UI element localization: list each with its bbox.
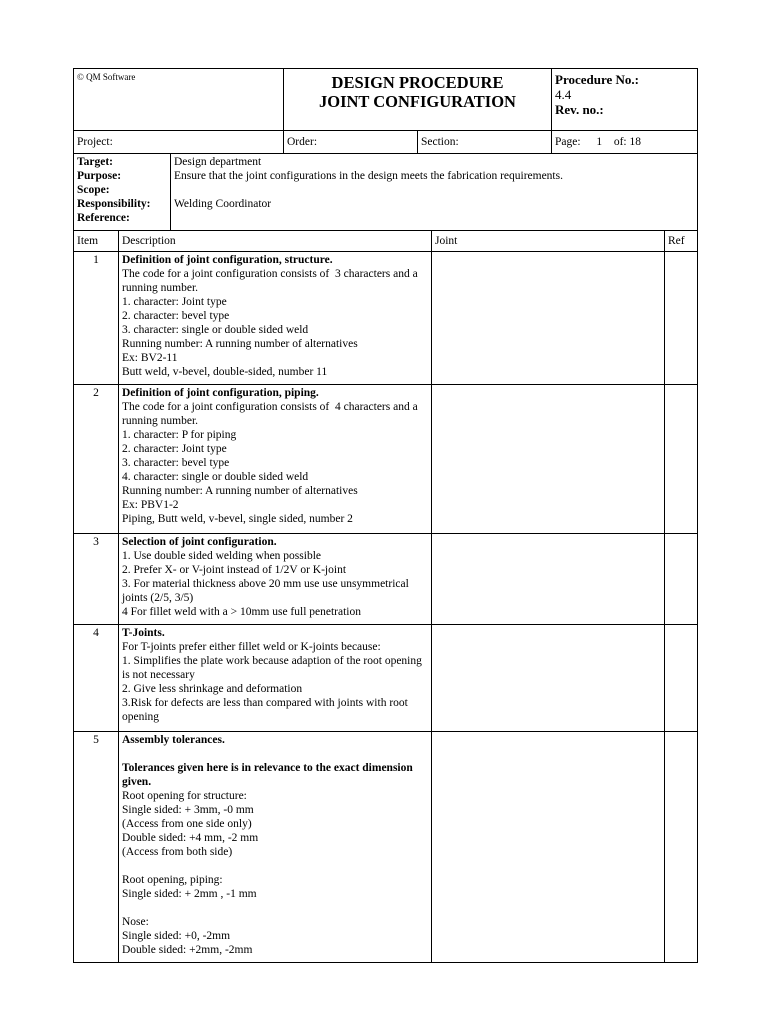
item-description <box>119 625 432 732</box>
page-indicator <box>552 131 698 154</box>
page-total: 18 <box>629 136 641 148</box>
item-line: 1. character: Joint type <box>122 296 227 308</box>
item-line: 4 For fillet weld with a > 10mm use full penetration <box>122 606 361 618</box>
responsibility-label: Responsibility: <box>77 198 151 210</box>
item-line: For T-joints prefer either fillet weld or K-joints because: <box>122 641 381 653</box>
item-joint <box>432 534 665 625</box>
copyright-cell: © QM Software <box>74 69 284 131</box>
item-line: 2. Prefer X- or V-joint instead of 1/2V or K-joint <box>122 564 347 576</box>
of-label: of: <box>613 136 627 148</box>
scope-label: Scope: <box>77 184 110 196</box>
item-joint <box>432 625 665 732</box>
item-line: Ex: PBV1-2 <box>122 499 179 511</box>
order-label: Order: <box>284 131 418 154</box>
scope-value <box>174 183 694 197</box>
col-description: Description <box>119 231 432 252</box>
col-ref: Ref <box>665 231 698 252</box>
item-line: Ex: BV2-11 <box>122 352 178 364</box>
item-ref <box>665 625 698 732</box>
title-line-1: DESIGN PROCEDURE <box>331 73 504 92</box>
item-ref <box>665 534 698 625</box>
item-description <box>119 252 432 385</box>
item-line: Single sided: + 3mm, -0 mm <box>122 804 254 816</box>
item-description <box>119 534 432 625</box>
procedure-sheet <box>73 68 697 963</box>
purpose-value: Ensure that the joint configurations in the design meets the fabrication requirements. <box>174 170 563 182</box>
project-row <box>74 131 698 154</box>
table-row <box>74 385 698 534</box>
item-joint <box>432 385 665 534</box>
item-number: 3 <box>74 534 119 625</box>
item-line: Root opening, piping: <box>122 874 223 886</box>
item-line: 1. Simplifies the plate work because adaption of the root opening is not necessary <box>122 655 425 681</box>
column-header-row <box>74 231 698 252</box>
document-title <box>284 69 552 131</box>
item-subheading: Tolerances given here is in relevance to the exact dimension given. <box>122 762 416 788</box>
item-line: Nose: <box>122 916 149 928</box>
table-row <box>74 732 698 963</box>
item-line: 2. character: bevel type <box>122 310 230 322</box>
item-number: 1 <box>74 252 119 385</box>
target-value: Design department <box>174 156 262 168</box>
purpose-label: Purpose: <box>77 170 122 182</box>
item-line: 1. character: P for piping <box>122 429 237 441</box>
table-row <box>74 534 698 625</box>
info-labels <box>74 154 171 231</box>
item-description <box>119 732 432 963</box>
item-line: Double sided: +2mm, -2mm <box>122 944 253 956</box>
item-line: The code for a joint configuration consists of 4 characters and a running number. <box>122 401 421 427</box>
header-row <box>74 69 698 131</box>
item-line: (Access from one side only) <box>122 818 252 830</box>
project-table <box>73 130 698 154</box>
items-table <box>73 230 698 963</box>
item-joint <box>432 732 665 963</box>
item-heading: Definition of joint configuration, piping. <box>122 387 319 399</box>
procedure-value: 4.4 <box>555 87 572 102</box>
item-line: Piping, Butt weld, v-bevel, single sided, number 2 <box>122 513 353 525</box>
item-line: Running number: A running number of alternatives <box>122 485 358 497</box>
item-heading: Assembly tolerances. <box>122 734 225 746</box>
reference-value <box>174 211 694 225</box>
item-line: Root opening for structure: <box>122 790 247 802</box>
reference-label: Reference: <box>77 212 130 224</box>
header-table <box>73 68 698 131</box>
item-line: Double sided: +4 mm, -2 mm <box>122 832 259 844</box>
table-row <box>74 625 698 732</box>
section-label: Section: <box>418 131 552 154</box>
item-line: 3.Risk for defects are less than compared with joints with root opening <box>122 697 411 723</box>
item-line: 3. character: single or double sided weld <box>122 324 309 336</box>
info-values <box>171 154 698 231</box>
page-number: 1 <box>596 136 603 148</box>
title-line-2: JOINT CONFIGURATION <box>319 92 516 111</box>
table-row <box>74 252 698 385</box>
page-label: Page: <box>555 136 581 148</box>
item-line: Butt weld, v-bevel, double-sided, number 11 <box>122 366 328 378</box>
col-item: Item <box>74 231 119 252</box>
procedure-label: Procedure No.: <box>555 72 639 87</box>
item-line: 3. For material thickness above 20 mm use use unsymmetrical joints (2/5, 3/5) <box>122 578 412 604</box>
item-line: Single sided: +0, -2mm <box>122 930 231 942</box>
item-number: 4 <box>74 625 119 732</box>
item-joint <box>432 252 665 385</box>
responsibility-value: Welding Coordinator <box>174 198 272 210</box>
col-joint: Joint <box>432 231 665 252</box>
item-ref <box>665 385 698 534</box>
item-line: The code for a joint configuration consists of 3 characters and a running number. <box>122 268 421 294</box>
item-heading: Definition of joint configuration, structure. <box>122 254 333 266</box>
revision-label: Rev. no.: <box>555 102 604 117</box>
target-label: Target: <box>77 156 113 168</box>
info-row <box>74 154 698 231</box>
item-heading: T-Joints. <box>122 627 165 639</box>
info-table <box>73 153 698 231</box>
item-line: Single sided: + 2mm , -1 mm <box>122 888 257 900</box>
item-line: 1. Use double sided welding when possible <box>122 550 321 562</box>
item-ref <box>665 252 698 385</box>
item-heading: Selection of joint configuration. <box>122 536 277 548</box>
item-line: 2. character: Joint type <box>122 443 227 455</box>
project-label: Project: <box>74 131 284 154</box>
item-number: 2 <box>74 385 119 534</box>
item-line: 4. character: single or double sided weld <box>122 471 309 483</box>
item-number: 5 <box>74 732 119 963</box>
item-line: 3. character: bevel type <box>122 457 230 469</box>
item-line: Running number: A running number of alternatives <box>122 338 358 350</box>
item-ref <box>665 732 698 963</box>
item-line: 2. Give less shrinkage and deformation <box>122 683 303 695</box>
procedure-number-cell <box>552 69 698 131</box>
item-line: (Access from both side) <box>122 846 233 858</box>
item-description <box>119 385 432 534</box>
